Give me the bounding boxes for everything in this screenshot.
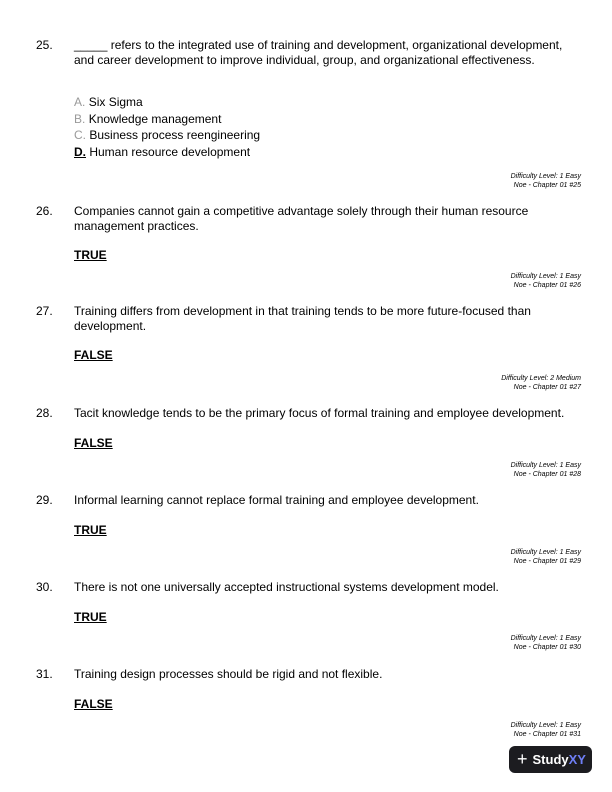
answer: FALSE xyxy=(74,348,113,362)
plus-icon: + xyxy=(517,748,528,769)
question-31 xyxy=(36,667,581,711)
question-number: 31. xyxy=(36,667,53,681)
question-number: 30. xyxy=(36,580,53,594)
choice-d-correct: D. Human resource development xyxy=(74,144,251,159)
answer: FALSE xyxy=(74,436,113,450)
question-number: 25. xyxy=(36,38,53,52)
question-text: There is not one universally accepted instructional systems development model. xyxy=(74,580,499,594)
question-number: 27. xyxy=(36,304,53,318)
question-text: Training differs from development in that training tends to be more future-focused than development. xyxy=(74,304,531,333)
question-28-meta: Difficulty Level: 1 Easy Noe - Chapter 01 #28 xyxy=(510,462,581,478)
question-25 xyxy=(36,38,581,159)
question-27-meta: Difficulty Level: 2 Medium Noe - Chapter 01 #27 xyxy=(501,375,581,391)
question-number: 26. xyxy=(36,204,53,218)
studyxy-badge[interactable] xyxy=(509,746,592,773)
question-25-meta: Difficulty Level: 1 Easy Noe - Chapter 01 #25 xyxy=(510,173,581,189)
question-number: 29. xyxy=(36,493,53,507)
choice-b: B. Knowledge management xyxy=(74,111,222,126)
question-text: Tacit knowledge tends to be the primary focus of formal training and employee development. xyxy=(74,406,565,420)
question-26 xyxy=(36,204,581,262)
question-30-meta: Difficulty Level: 1 Easy Noe - Chapter 01 #30 xyxy=(510,635,581,651)
answer: TRUE xyxy=(74,610,107,624)
question-text: _____ refers to the integrated use of training and development, organizational development, and career development to improve individual, group, and organizational effectiveness. xyxy=(74,38,563,67)
question-29-meta: Difficulty Level: 1 Easy Noe - Chapter 01 #29 xyxy=(510,549,581,565)
question-31-meta: Difficulty Level: 1 Easy Noe - Chapter 01 #31 xyxy=(510,722,581,738)
question-text: Informal learning cannot replace formal training and employee development. xyxy=(74,493,479,507)
choice-list xyxy=(74,94,260,160)
answer: TRUE xyxy=(74,523,107,537)
question-29 xyxy=(36,493,581,537)
choice-c: C. Business process reengineering xyxy=(74,128,261,142)
question-text: Companies cannot gain a competitive advantage solely through their human resource management practices. xyxy=(74,204,529,233)
question-number: 28. xyxy=(36,406,53,420)
question-text: Training design processes should be rigid and not flexible. xyxy=(74,667,383,681)
answer: FALSE xyxy=(74,697,113,711)
question-26-meta: Difficulty Level: 1 Easy Noe - Chapter 01 #26 xyxy=(510,273,581,289)
brand-name: StudyXY xyxy=(532,752,586,767)
choice-a: A. Six Sigma xyxy=(74,95,143,109)
question-30 xyxy=(36,580,581,624)
question-28 xyxy=(36,406,581,450)
question-27 xyxy=(36,304,581,362)
answer: TRUE xyxy=(74,248,107,262)
